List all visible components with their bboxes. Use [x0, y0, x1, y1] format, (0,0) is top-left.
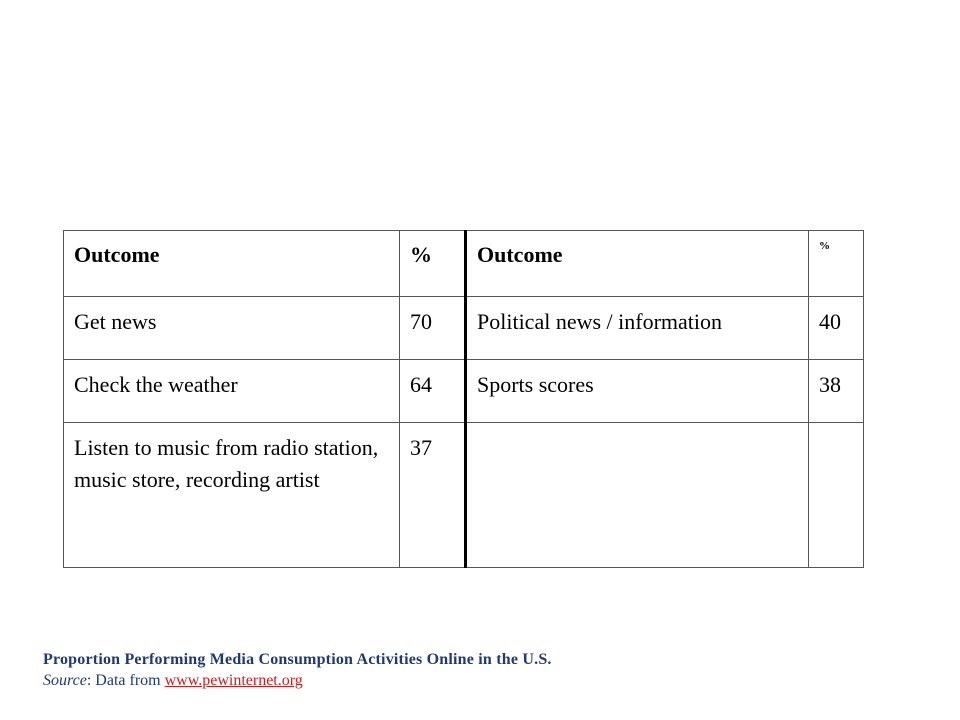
table-header-row: [64, 231, 864, 297]
cell-percent: 40: [809, 297, 864, 360]
activities-table: [63, 230, 864, 568]
table-row: [64, 360, 864, 423]
source-link[interactable]: www.pewinternet.org: [164, 672, 303, 689]
cell-percent: 37: [400, 423, 466, 568]
cell-percent: 64: [400, 360, 466, 423]
table-row: [64, 423, 864, 568]
header-percent-right: %: [809, 231, 864, 297]
header-outcome-right: Outcome: [466, 231, 809, 297]
cell-percent: 38: [809, 360, 864, 423]
cell-outcome: Political news / information: [466, 297, 809, 360]
header-outcome-left: Outcome: [64, 231, 400, 297]
cell-percent: 70: [400, 297, 466, 360]
cell-outcome: Sports scores: [466, 360, 809, 423]
cell-outcome: Check the weather: [64, 360, 400, 423]
table-row: [64, 297, 864, 360]
cell-percent-empty: [809, 423, 864, 568]
caption-title: Proportion Performing Media Consumption Activities Online in the U.S.: [43, 651, 552, 668]
source-text: : Data from: [86, 672, 165, 689]
header-percent-left: %: [400, 231, 466, 297]
cell-outcome: Listen to music from radio station, music store, recording artist: [64, 423, 400, 568]
source-label: Source: [43, 672, 87, 689]
cell-outcome: Get news: [64, 297, 400, 360]
cell-outcome-empty: [466, 423, 809, 568]
caption-source-line: [43, 670, 552, 691]
figure-caption: [43, 649, 552, 691]
